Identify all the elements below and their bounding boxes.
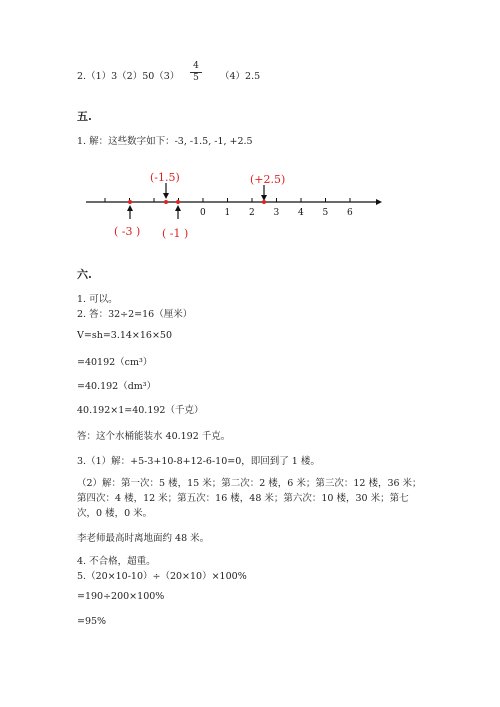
axis-tick-label: 3: [273, 208, 280, 218]
point-neg-3: [128, 200, 132, 204]
label-pos-2-5: (+2.5): [250, 173, 286, 186]
q2-answer-start: 2.（1）3（2）50（3）: [77, 71, 180, 82]
section-six-line-14: =95%: [77, 616, 107, 627]
axis-ticks: [105, 198, 353, 218]
axis-tick-label: 5: [322, 208, 329, 218]
label-neg-1-5: (-1.5): [150, 171, 180, 184]
fraction-numerator: 4: [193, 61, 199, 71]
axis-tick-label: 2: [249, 208, 255, 218]
fraction-four-fifths: [190, 62, 202, 83]
section-six-title: 六.: [77, 268, 92, 281]
section-six-line-8: 3.（1）解：+5-3+10-8+12-6-10=0，即回到了 1 楼。: [77, 456, 320, 467]
axis-tick-label: 4: [298, 208, 304, 218]
section-six-line-7: 答：这个水桶能装水 40.192 千克。: [77, 431, 231, 442]
section-five-title: 五.: [77, 110, 92, 123]
axis-arrowhead: [376, 199, 382, 205]
section-five-line-1: 1. 解：这些数字如下：-3, -1.5, -1, +2.5: [77, 136, 253, 147]
arrowhead-neg-1-5: [163, 193, 169, 199]
point-pos-2-5: [262, 200, 266, 204]
arrowhead-neg-1: [175, 205, 181, 211]
arrowhead-neg-3: [127, 205, 133, 211]
section-six-line-6: 40.192×1=40.192（千克）: [77, 405, 204, 416]
axis-tick-label: 0: [200, 208, 206, 218]
section-six-line-10: 李老师最高时离地面约 48 米。: [77, 533, 210, 544]
section-six-line-1: 1. 可以。: [77, 294, 118, 305]
number-line-diagram: [80, 165, 390, 245]
section-six-line-4: =40192（cm³）: [77, 357, 153, 368]
section-six-paragraph-9: （2）解：第一次：5 楼，15 米；第二次：2 楼，6 米；第三次：12 楼，36 米；第四次：4 楼，12 米；第五次：16 楼，48 米；第六次：10 楼，30 米；第七次，0 楼，0 米。: [77, 478, 422, 519]
label-neg-3: ( -3 ): [114, 225, 141, 238]
axis-tick-label: 1: [224, 208, 231, 218]
point-neg-1: [176, 200, 180, 204]
section-six-line-11: 4. 不合格，超重。: [77, 556, 156, 567]
fraction-denominator: 5: [193, 73, 199, 83]
point-neg-1-5: [164, 200, 168, 204]
q2-answer-end: （4）2.5: [220, 71, 261, 82]
section-six-line-3: V=sh=3.14×16×50: [77, 330, 173, 341]
label-neg-1: ( -1 ): [162, 227, 189, 240]
section-six-line-13: =190÷200×100%: [77, 591, 165, 602]
section-six-line-5: =40.192（dm³）: [77, 381, 157, 392]
axis-tick-label: 6: [347, 208, 353, 218]
section-six-line-2: 2. 答：32÷2=16（厘米）: [77, 309, 193, 320]
section-six-line-12: 5.（20×10-10）÷（20×10）×100%: [77, 571, 247, 582]
